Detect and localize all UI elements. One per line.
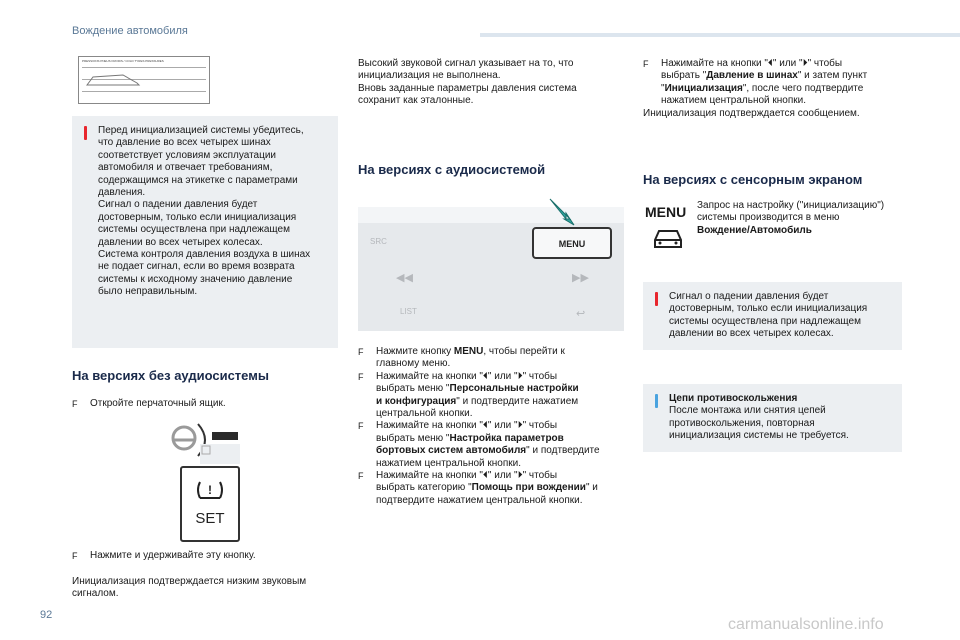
page-number: 92 — [40, 609, 53, 621]
warning-box-touchscreen — [643, 282, 902, 350]
touchscreen-text: Запрос на настройку ("инициализацию") системы производится в меню Вождение/Автомобиль — [697, 200, 917, 237]
warning-icon — [655, 292, 658, 306]
warning-text: Сигнал о падении давления будет достоверным, только если инициализация системы осуществлена при надлежащем давлении во всех четырех колесах. — [669, 291, 868, 340]
audio-step-3: F Нажимайте на кнопки "⏴" или "⏵" чтобы выбрать меню "Настройка параметров бортовых систем автомобиля" и подтвердите нажатием центральной кнопки. — [358, 420, 600, 469]
audio-step-2: F Нажимайте на кнопки "⏴" или "⏵" чтобы выбрать меню "Персональные настройки и конфигурация" и подтвердите нажатием центральной кнопки. — [358, 370, 579, 420]
heading-touchscreen: На версиях с сенсорным экраном — [643, 172, 863, 187]
touchscreen-menu-path: Вождение/Автомобиль — [697, 224, 812, 236]
audio-step-1: F Нажмите кнопку MENU, чтобы перейти к главному меню. — [358, 346, 565, 370]
menu-button[interactable] — [532, 227, 612, 259]
heading-audio: На версиях с аудиосистемой — [358, 162, 546, 177]
set-button-label: SET — [195, 510, 225, 527]
bullet-arrow-icon: F — [72, 399, 78, 409]
tyre-init-steps: F Нажимайте на кнопки "⏴" или "⏵" чтобы выбрать "Давление в шинах" и затем пункт "Инициализация", после чего подтвердите нажатием центральной кнопки. Инициализация подтверждается сообщением. — [643, 58, 909, 120]
svg-text:!: ! — [208, 483, 212, 497]
car-front-icon — [650, 226, 686, 250]
warning-icon — [84, 126, 87, 140]
back-button[interactable]: ↩ — [576, 308, 586, 320]
tyre-label-header: PRESSIONS PNEUS FROIDS / COLD TYRES PRESSURES — [82, 59, 164, 63]
audio-steps — [358, 346, 624, 507]
tyre-label-line — [82, 67, 206, 68]
bullet-arrow-icon: F — [358, 421, 364, 432]
src-button[interactable]: SRC — [370, 237, 387, 246]
info-box-snow-chains — [643, 384, 902, 452]
step-glovebox: F Откройте перчаточный ящик. — [72, 398, 226, 409]
confirm-text: Инициализация подтверждается сообщением. — [643, 107, 860, 119]
watermark: carmanualsonline.info — [728, 616, 884, 633]
result-text: Инициализация подтверждается низким звуковым сигналом. — [72, 576, 307, 600]
bullet-arrow-icon: F — [358, 347, 364, 357]
bullet-arrow-icon: F — [358, 371, 364, 382]
header-bar — [480, 33, 960, 37]
warning-text: Перед инициализацией системы убедитесь, что давление во всех четырех шинах соответствует условиям эксплуатации автомобиля и отвечает требованиям, содержащимся на этикетке с параметрами давления. Сигнал о падении давления будет достоверным, только если инициализация системы осуществлена при надлежащем давлении во всех четырех колесах. Система контроля давления воздуха в шинах не подает сигнал, если во время возврата системы к исходному значению давление было неправильным. — [98, 125, 311, 298]
warning-box — [72, 116, 338, 348]
intro-text: Высокий звуковой сигнал указывает на то, что инициализация не выполнена. Вновь заданные параметры давления система сохранит как эталонные. — [358, 58, 577, 107]
menu-button-label: MENU — [558, 239, 586, 249]
audio-control-panel — [358, 207, 624, 331]
bullet-arrow-icon: F — [358, 471, 364, 482]
tpms-set-button[interactable] — [180, 466, 240, 542]
info-title: Цепи противоскольжения — [669, 393, 798, 404]
touchscreen-menu-icon-label: MENU — [645, 204, 687, 220]
info-text: Цепи противоскольжения После монтажа или снятия цепей противоскольжения, повторная инициализация системы не требуется. — [669, 393, 892, 443]
page-header-title: Вождение автомобиля — [72, 25, 188, 37]
rewind-button[interactable]: ◀◀ — [396, 272, 413, 284]
tyre-pressure-label-image — [78, 56, 210, 104]
step-hold-button: F Нажмите и удерживайте эту кнопку. — [72, 550, 256, 561]
audio-step-4: F Нажимайте на кнопки "⏴" или "⏵" чтобы выбрать категорию "Помощь при вождении" и подтвердите нажатием центральной кнопки. — [358, 470, 598, 506]
tyre-label-line — [82, 91, 206, 92]
list-button[interactable]: LIST — [400, 307, 417, 316]
dashboard-steering-icon — [164, 420, 244, 466]
pointer-arrow-icon — [546, 197, 582, 227]
bullet-arrow-icon: F — [643, 59, 649, 69]
bullet-arrow-icon: F — [72, 551, 78, 561]
heading-no-audio: На версиях без аудиосистемы — [72, 368, 269, 383]
info-icon — [655, 394, 658, 408]
tyre-pressure-warning-icon — [194, 478, 226, 502]
car-outline-icon — [83, 69, 143, 89]
forward-button[interactable]: ▶▶ — [572, 272, 589, 284]
